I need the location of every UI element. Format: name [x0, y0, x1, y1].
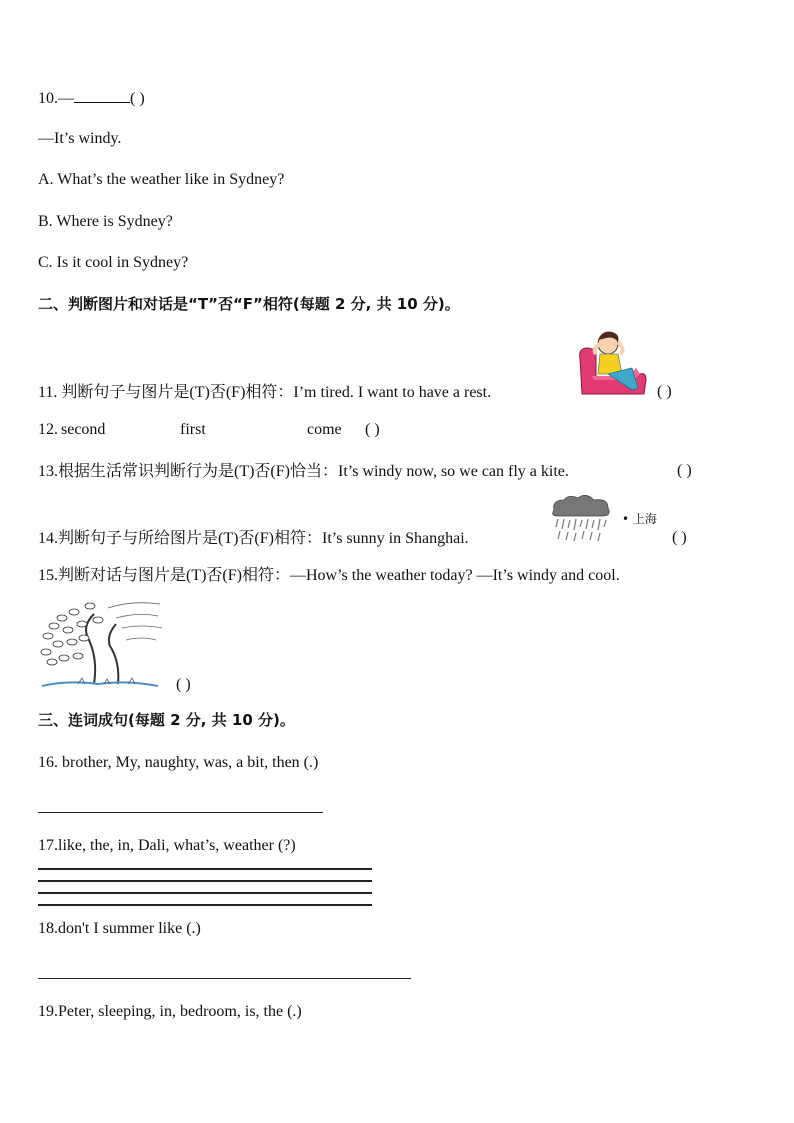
q11-text: 11. 判断句子与图片是(T)否(F)相符：I’m tired. I want to have a rest.	[38, 384, 492, 401]
q17-answer-line-3[interactable]	[38, 892, 372, 894]
shanghai-map-label: • 上海	[622, 512, 657, 526]
q16-text: 16. brother, My, naughty, was, a bit, then (.)	[38, 754, 319, 771]
q16-answer-line[interactable]	[38, 812, 323, 813]
q10-option-a: A. What’s the weather like in Sydney?	[38, 171, 285, 188]
q17-answer-line-4[interactable]	[38, 904, 372, 906]
resting-person-image	[574, 328, 650, 398]
q13-text: 13.根据生活常识判断行为是(T)否(F)恰当：It’s windy now, so we can fly a kite.	[38, 463, 569, 480]
q12-number: 12.	[38, 421, 58, 438]
rain-cloud-image	[548, 494, 620, 544]
windy-tree-image	[38, 598, 164, 690]
q12-word-2: first	[180, 421, 206, 438]
q15-text: 15.判断对话与图片是(T)否(F)相符：—How’s the weather today? —It’s windy and cool.	[38, 567, 620, 584]
q10-reply: —It’s windy.	[38, 130, 122, 147]
q10-option-c: C. Is it cool in Sydney?	[38, 254, 189, 271]
q10-prompt	[38, 88, 145, 109]
q10-option-b: B. Where is Sydney?	[38, 213, 173, 230]
q13-answer-paren[interactable]: ( )	[677, 462, 692, 479]
q12-word-1: second	[61, 421, 106, 438]
q10-answer-paren[interactable]: ( )	[130, 90, 145, 107]
section3-heading: 三、连词成句(每题 2 分, 共 10 分)。	[38, 711, 295, 729]
q14-text: 14.判断句子与所给图片是(T)否(F)相符：It’s sunny in Shanghai.	[38, 530, 469, 547]
q11-answer-paren[interactable]: ( )	[657, 383, 672, 400]
q17-text: 17.like, the, in, Dali, what’s, weather (?)	[38, 837, 296, 854]
section2-heading: 二、判断图片和对话是“T”否“F”相符(每题 2 分, 共 10 分)。	[38, 295, 460, 313]
q17-answer-line-2[interactable]	[38, 880, 372, 882]
q18-text: 18.don't I summer like (.)	[38, 920, 201, 937]
q12-answer-paren[interactable]: ( )	[365, 421, 380, 438]
q12-word-3: come	[307, 421, 342, 438]
q14-answer-paren[interactable]: ( )	[672, 529, 687, 546]
q19-text: 19.Peter, sleeping, in, bedroom, is, the (.)	[38, 1003, 302, 1020]
q10-answer-blank[interactable]	[74, 88, 130, 103]
q15-answer-paren[interactable]: ( )	[176, 676, 191, 693]
q17-answer-line-1[interactable]	[38, 868, 372, 870]
q18-answer-line[interactable]	[38, 978, 411, 979]
q10-number: 10.—	[38, 90, 74, 107]
